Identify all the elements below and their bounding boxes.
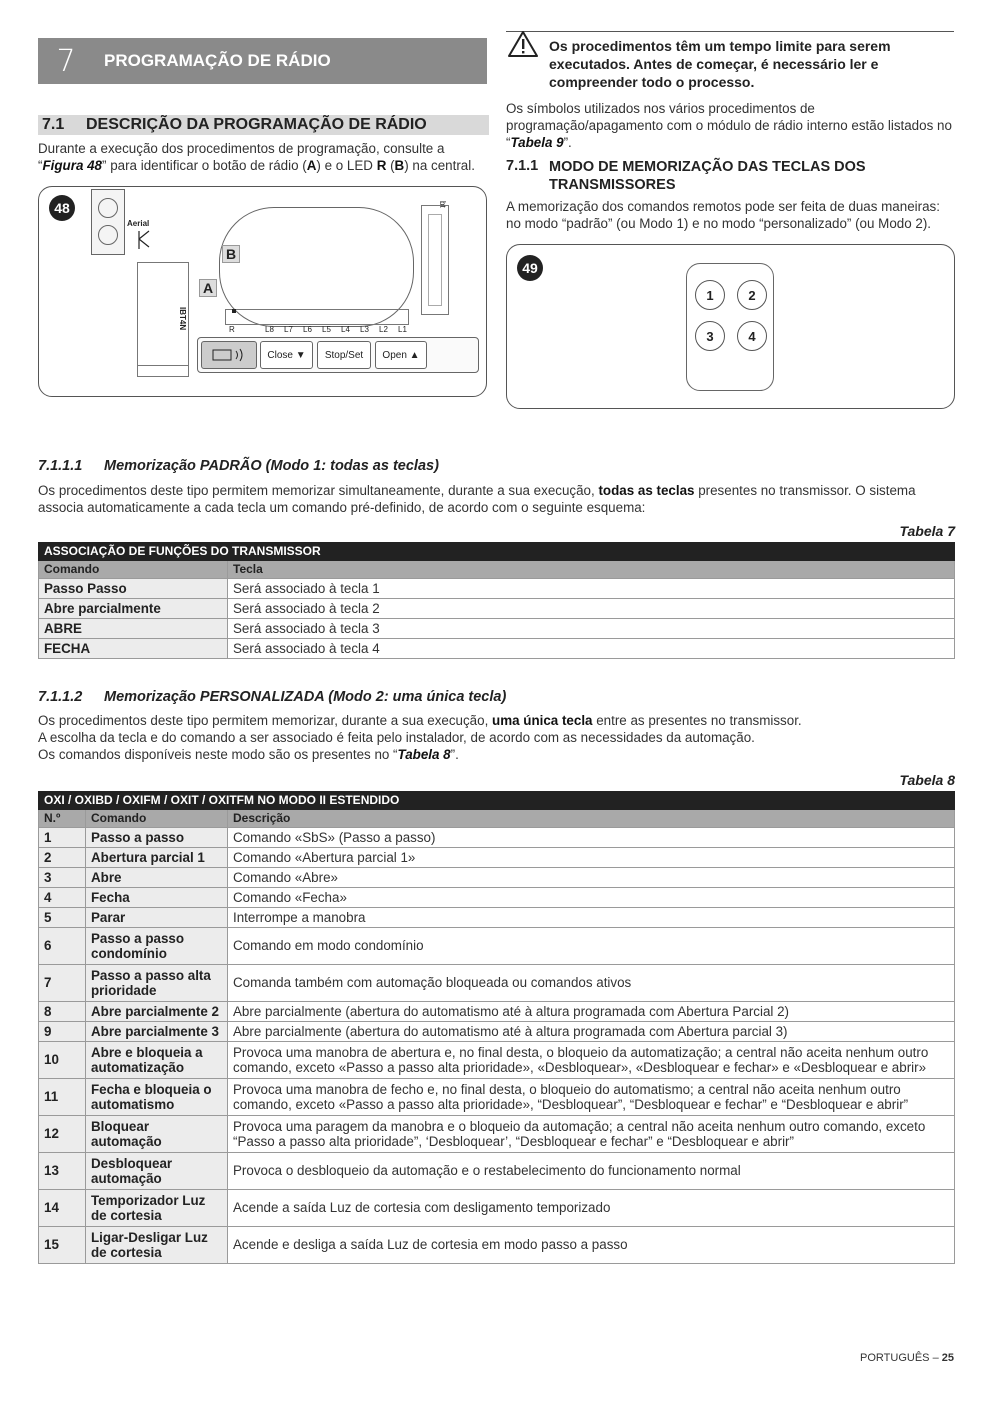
open-button[interactable]: Open ▲ <box>375 341 427 369</box>
symbols-note: Os símbolos utilizados nos vários procedimentos de programação/apagamento com o módulo de rádio interno estão listados no “Tabela 9”. <box>506 101 952 150</box>
figure-badge: 49 <box>517 255 543 281</box>
table-row: 15 Ligar-Desligar Luz de cortesia Acende e desliga a saída Luz de cortesia em modo passo a passo <box>39 1227 955 1264</box>
aerial-label: Aerial <box>127 219 150 228</box>
table-title: OXI / OXIBD / OXIFM / OXIT / OXITFM NO MODO II ESTENDIDO <box>39 792 955 810</box>
led-row <box>225 309 409 325</box>
key-4[interactable]: 4 <box>737 321 767 351</box>
stopset-button[interactable]: Stop/Set <box>317 341 371 369</box>
section-7-1-text: Durante a execução dos procedimentos de programação, consulte a “Figura 48” para identificar o botão de rádio (A) e o LED R (B) na central. <box>38 141 475 173</box>
led-label: R <box>229 325 235 334</box>
key-2[interactable]: 2 <box>737 280 767 310</box>
callout-b: B <box>222 245 240 263</box>
figure-badge: 48 <box>49 195 75 221</box>
table-row: Abre parcialmente Será associado à tecla 2 <box>39 599 955 619</box>
warning-rule <box>506 31 954 32</box>
chapter-title: PROGRAMAÇÃO DE RÁDIO <box>104 51 331 70</box>
table-row: 3 Abre Comando «Abre» <box>39 868 955 888</box>
radio-button[interactable] <box>201 341 257 369</box>
table-row: FECHA Será associado à tecla 4 <box>39 639 955 659</box>
table-row: 9 Abre parcialmente 3 Abre parcialmente (abertura do automatismo até à altura programada com Abertura parcial 3) <box>39 1022 955 1042</box>
table-row: 12 Bloquear automação Provoca uma paragem da manobra e o bloqueio da automação; a central não aceita nenhum outro comando, exceto “Passo a passo alta prioridade”, ‘Desbloquear’, “Desbloquear e fechar” e “Desbloquear e abrir” <box>39 1116 955 1153</box>
page-number: 25 <box>941 1352 954 1364</box>
table-7 <box>38 542 955 659</box>
table-8 <box>38 791 955 1264</box>
connector <box>421 205 449 315</box>
warning-text: Os procedimentos têm um tempo limite para serem executados. Antes de começar, é necessário ler e compreender todo o processo. <box>549 38 891 90</box>
callout-a: A <box>199 279 217 297</box>
remote-transmitter <box>686 263 774 391</box>
page-footer <box>860 1352 954 1364</box>
table-row: 14 Temporizador Luz de cortesia Acende a saída Luz de cortesia com desligamento temporizado <box>39 1190 955 1227</box>
table-row: 13 Desbloquear automação Provoca o desbloqueio da automação e o restabelecimento do funcionamento normal <box>39 1153 955 1190</box>
led-labels <box>225 325 415 337</box>
close-button[interactable]: Close ▼ <box>260 341 313 369</box>
section-7-1-1-1-heading: 7.1.1.1 Memorização PADRÃO (Modo 1: todas as teclas) <box>38 458 439 474</box>
section-title: DESCRIÇÃO DA PROGRAMAÇÃO DE RÁDIO <box>86 116 427 133</box>
led-label: L4 <box>341 325 350 334</box>
radio-icon <box>209 348 249 362</box>
section-7-1-1-1-text: Os procedimentos deste tipo permitem memorizar simultaneamente, durante a sua execução, todas as teclas presentes no transmissor. O sistema associa automaticamente a cada tecla um comando pré-definido, de acordo com o seguinte esquema: <box>38 483 916 515</box>
table-row: 1 Passo a passo Comando «SbS» (Passo a passo) <box>39 828 955 848</box>
key-3[interactable]: 3 <box>695 321 725 351</box>
section-7-1-1-text: A memorização dos comandos remotos pode ser feita de duas maneiras: no modo “padrão” (ou Modo 1) e no modo “personalizado” (ou Modo 2). <box>506 199 940 231</box>
column-header: Comando <box>86 810 228 828</box>
column-header: N.º <box>39 810 86 828</box>
led-label: L8 <box>265 325 274 334</box>
section-7-1-heading <box>38 115 489 135</box>
led-label: L1 <box>398 325 407 334</box>
led-label: L2 <box>379 325 388 334</box>
antenna-icon <box>135 227 165 251</box>
section-7-1-1-2-text: Os procedimentos deste tipo permitem memorizar, durante a sua execução, uma única tecla entre as presentes no transmissor. A escolha da tecla e do comando a ser associado é feita pelo instalador, de acordo com as necessidades da automação. Os comandos disponíveis neste modo são os presentes no “Tabela 8”. <box>38 713 802 762</box>
chapter-number: 7 <box>56 43 76 79</box>
connector-label: bt <box>438 201 447 208</box>
table-row: 8 Abre parcialmente 2 Abre parcialmente (abertura do automatismo até à altura programada com Abertura Parcial 2) <box>39 1002 955 1022</box>
section-7-1-1-heading: 7.1.1 MODO DE MEMORIZAÇÃO DAS TECLAS DOS TRANSMISSORES <box>506 158 866 193</box>
led-label: L7 <box>284 325 293 334</box>
table-row: 7 Passo a passo alta prioridade Comanda também com automação bloqueada ou comandos ativos <box>39 965 955 1002</box>
table-row: 6 Passo a passo condomínio Comando em modo condomínio <box>39 928 955 965</box>
table-8-caption: Tabela 8 <box>899 772 955 788</box>
table-row: 10 Abre e bloqueia a automatização Provoca uma manobra de abertura e, no final desta, o bloqueio da automatização; a central não aceita nenhum outro comando, exceto «Passo a passo alta prioridade», «Desbloquear», «Desbloquear e fechar» e «Desbloquear e abrir» <box>39 1042 955 1079</box>
figure-48 <box>38 186 487 397</box>
led-label: L6 <box>303 325 312 334</box>
table-row: ABRE Será associado à tecla 3 <box>39 619 955 639</box>
led-label: L5 <box>322 325 331 334</box>
table-row: 11 Fecha e bloqueia o automatismo Provoca uma manobra de fecho e, no final desta, o bloqueio do automatismo; a central não aceita nenhum outro comando, exceto «Passo a passo alta prioridade», “Desbloquear”, “Desbloquear e fechar” e “Desbloquear e abrir” <box>39 1079 955 1116</box>
column-header: Descrição <box>228 810 955 828</box>
board-label: IBT4N <box>178 307 187 331</box>
column-header: Comando <box>39 561 228 579</box>
footer-language: PORTUGUÊS – <box>860 1352 942 1364</box>
table-7-caption: Tabela 7 <box>899 523 955 539</box>
led-label: L3 <box>360 325 369 334</box>
section-7-1-1-2-heading: 7.1.1.2 Memorização PERSONALIZADA (Modo 2: uma única tecla) <box>38 689 507 705</box>
terminal-block <box>91 189 125 255</box>
chapter-header <box>38 38 487 84</box>
key-1[interactable]: 1 <box>695 280 725 310</box>
column-header: Tecla <box>228 561 955 579</box>
figure-49 <box>506 244 955 409</box>
table-title: ASSOCIAÇÃO DE FUNÇÕES DO TRANSMISSOR <box>39 543 955 561</box>
section-number: 7.1 <box>42 116 65 133</box>
led-r-marker <box>232 309 236 313</box>
table-row: 4 Fecha Comando «Fecha» <box>39 888 955 908</box>
table-row: 5 Parar Interrompe a manobra <box>39 908 955 928</box>
warning-icon <box>507 30 539 58</box>
table-row: Passo Passo Será associado à tecla 1 <box>39 579 955 599</box>
table-row: 2 Abertura parcial 1 Comando «Abertura parcial 1» <box>39 848 955 868</box>
